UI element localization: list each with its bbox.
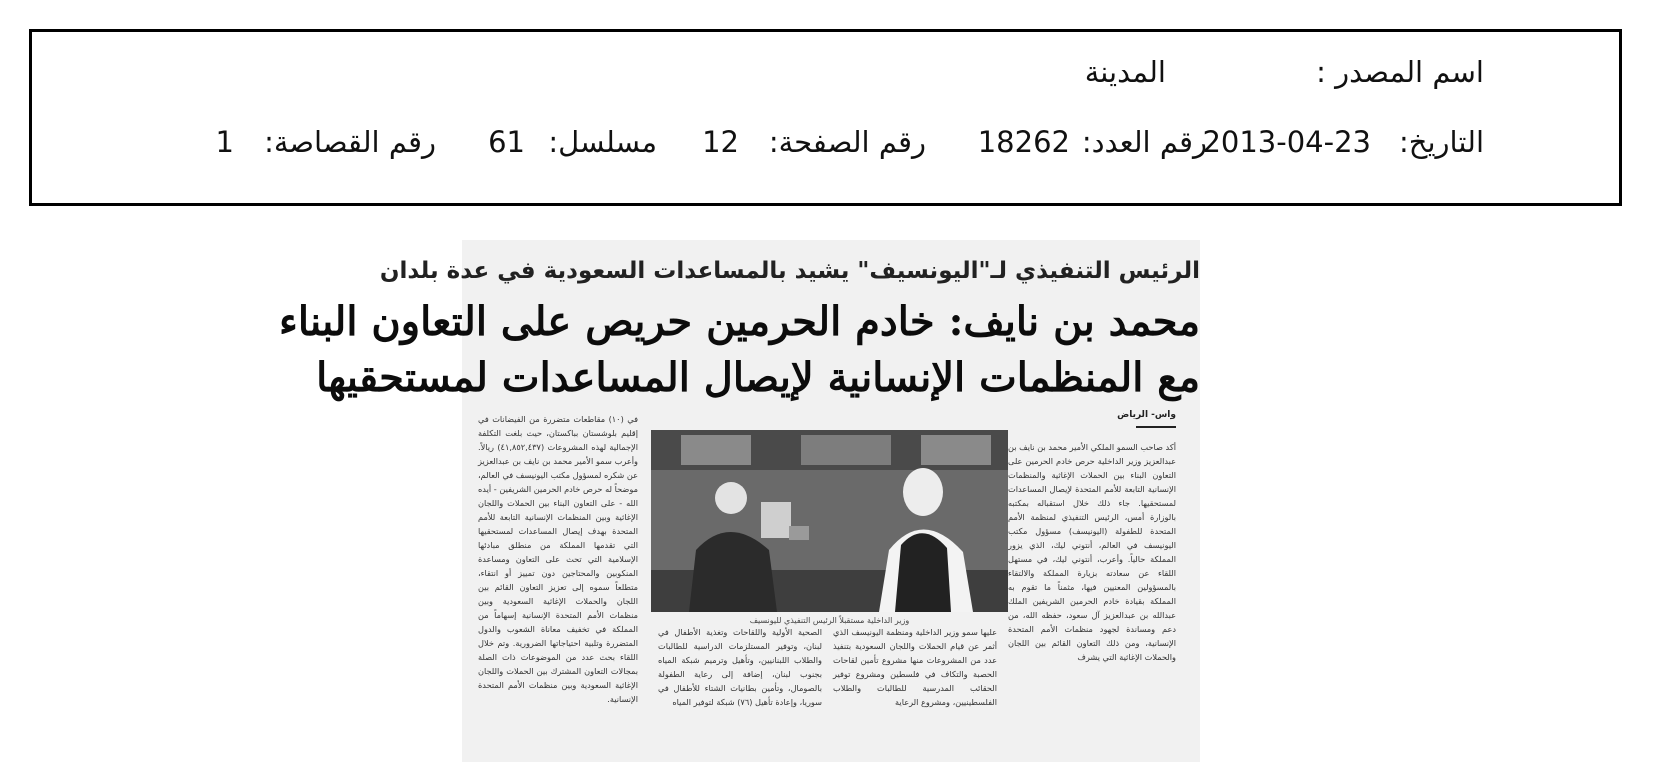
article-photo xyxy=(651,430,1008,612)
article-column-3: الصحية الأولية واللقاحات وتغذية الأطفال في لبنان، وتوفير المستلزمات الدراسية للطالبات والطلاب اللبنانيين، وتأهيل وترميم شبكة المياه بجنوب لبنان، إضافة إلى رعاية الطفولة بالصومال، وتأمين بطانيات الشتاء للأطفال في سوريا، وإعادة تأهيل (٧٦) شبكة لتوفير المياه xyxy=(658,627,822,707)
newspaper-clipping xyxy=(279,240,1200,762)
clip-label: رقم القصاصة: xyxy=(264,125,436,159)
source-label: اسم المصدر : xyxy=(1316,55,1484,89)
article-column-2: عليها سمو وزير الداخلية ومنظمة اليونيسف الذي أثمر عن قيام الحملات واللجان السعودية بتنفيذ عدد من المشروعات منها مشروع تأمين لقاحات الحصبة والتكاف في فلسطين ومشروع توفير الحقائب المدرسية للطالبات والطلاب الفلسطينيين، ومشروع الرعاية xyxy=(833,627,997,707)
article-supertitle: الرئيس التنفيذي لـ"اليونسيف" يشيد بالمساعدات السعودية في عدة بلدان xyxy=(379,258,1200,284)
article-column-4: في (١٠) مقاطعات متضررة من الفيضانات في إقليم بلوشستان بباكستان، حيث بلغت التكلفة الإجمالية لهذه المشروعات (٤١,٨٥٢,٤٣٧) ريالاً. وأعرب سمو الأمير محمد بن نايف بن عبدالعزيز عن شكره لمسؤول مكتب اليونيسف في العالم، موضحاً له حرص خادم الحرمين الشريفين - أيده الله - على التعاون البناء بين الحملات واللجان الإغاثية وبين المنظمات الإنسانية التابعة للأمم المتحدة بهدف إيصال المساعدات لمستحقيها التي تقدمها المملكة من منطلق مبادئها الإسلامية التي تحث على التعاون ومساعدة المنكوبين والمحتاجين دون تمييز أو انتقاء، متطلعاً سموه إلى تعزيز التعاون القائم بين اللجان والحملات الإغاثية السعودية وبين منظمات الأمم المتحدة الإنسانية إسهاماً من المملكة في تخفيف معاناة الشعوب والدول المتضررة وتلبية احتياجاتها الضرورية. وتم خلال اللقاء بحث عدد من الموضوعات ذات الصلة بمجالات التعاون المشترك بين الحملات واللجان الإغاثية السعودية وبين منظمات الأمم المتحدة الإنسانية. xyxy=(478,414,638,704)
serial-value: 61 xyxy=(488,125,525,159)
article-column-1: أكد صاحب السمو الملكي الأمير محمد بن نايف بن عبدالعزيز وزير الداخلية حرص خادم الحرمين على التعاون البناء بين الحملات الإغاثية والمنظمات الإنسانية التابعة للأمم المتحدة لإيصال المساعدات لمستحقيها. جاء ذلك خلال استقباله بمكتبه بالوزارة أمس، الرئيس التنفيذي لمنظمة الأمم المتحدة للطفولة (اليونيسف) مسؤول مكتب اليونيسف في العالم، أنتوني ليك، الذي يزور المملكة حالياً. وأعرب، أنتوني ليك، في مستهل اللقاء عن سعادته بزيارة المملكة والالتقاء بالمسؤولين المعنيين فيها، مثمناً ما تقوم به المملكة بقيادة خادم الحرمين الشريفين الملك عبدالله بن عبدالعزيز آل سعود، حفظه الله، من دعم ومساندة لجهود منظمات الأمم المتحدة الإنسانية، ومن ذلك التعاون القائم بين اللجان والحملات الإغاثية التي يشرف xyxy=(1007,442,1176,662)
source-value: المدينة xyxy=(1084,55,1166,89)
byline: واس- الرياض xyxy=(1117,410,1176,420)
page-value: 12 xyxy=(702,125,739,159)
source-info-box xyxy=(29,29,1622,206)
date-value: 2013-04-23 xyxy=(1202,125,1371,159)
photo-caption: وزير الداخلية مستقبلاً الرئيس التنفيذي لليونسيف xyxy=(749,616,910,625)
meeting-photo-icon xyxy=(651,430,1008,612)
byline-rule xyxy=(1136,426,1176,428)
serial-label: مسلسل: xyxy=(548,125,657,159)
issue-value: 18262 xyxy=(977,125,1070,159)
clip-value: 1 xyxy=(215,125,234,159)
article-headline-line1: محمد بن نايف: خادم الحرمين حريص على التعاون البناء xyxy=(279,298,1200,345)
article-headline-line2: مع المنظمات الإنسانية لإيصال المساعدات لمستحقيها xyxy=(316,354,1200,401)
page-label: رقم الصفحة: xyxy=(768,125,926,159)
date-label: التاريخ: xyxy=(1398,125,1484,159)
issue-label: رقم العدد: xyxy=(1081,125,1207,159)
